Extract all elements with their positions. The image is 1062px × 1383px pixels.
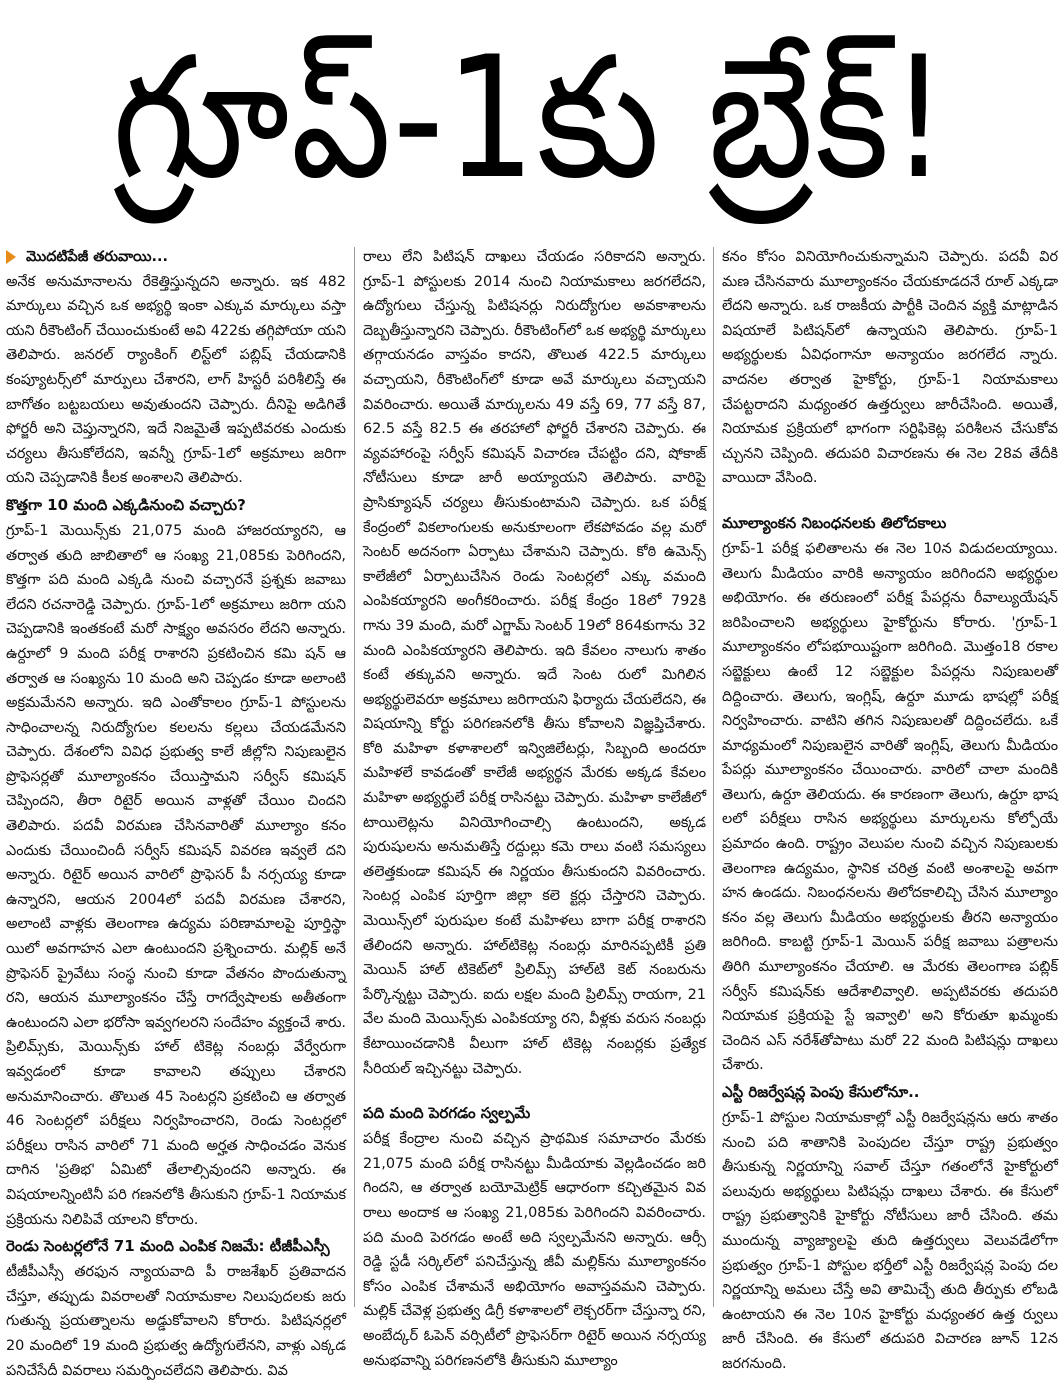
jump-label: మొదటిపేజీ తరువాయి...: [26, 249, 168, 265]
column-divider: [713, 247, 714, 1307]
article-column-2: [363, 245, 706, 1369]
paragraph: పరీక్ష కేంద్రాల నుంచి వచ్చిన ప్రాథమిక సమాచారం మేరకు 21,075 మంది పరీక్ష రాసినట్టు మీడియాకు వెల్లడించడం జరి గిందని, ఆ తర్వాత బయోమెట్రిక్ ఆధారంగా కచ్చితమైన వివ రాలు అందాక ఆ సంఖ్య 21,085కు పెరిగిందని వివరించారు. పది మంది పెరగడం అంటే అది స్వల్పమేనని అన్నారు. ఆర్సీ రెడ్డి స్టడీ సర్కిల్‌లో పనిచేస్తున్న జీవీ మల్లిక్‌ను మూల్యాంకనం కోసం ఎంపిక చేశామనే అభియోగం అవాస్తవమని చెప్పారు. మల్లిక్ చేవెళ్ల ప్రభుత్వ డిగ్రీ కళాశాలలో లెక్చరర్‌గా చేస్తున్నా రని, అంబేద్కర్ ఓపెన్ వర్సిటీలో ప్రొఫెసర్‌గా రిటైర్ అయిన నర్సయ్య అనుభవాన్ని పరిగణనలోకి తీసుకుని మూల్యాం: [363, 1131, 706, 1369]
subheading: రెండు సెంటర్లలోనే 71 మంది ఎంపిక నిజమే: టీజీపీఎస్సీ: [6, 1237, 330, 1256]
paragraph: గ్రూప్-1 పోస్టుల నియామకాల్లో ఎస్టీ రిజర్వేషన్లను ఆరు శాతం నుంచి పది శాతానికి పెంపుదల చేస్తూ రాష్ట్ర ప్రభుత్వం తీసుకున్న నిర్ణయాన్ని సవాల్ చేస్తూ గతంలోనే హైకోర్టులో పలువురు అభ్యర్థులు పిటిషన్లు దాఖలు చేశారు. ఈ కేసులో రాష్ట్ర ప్రభుత్వానికి హైకోర్టు నోటీసులు జారీ చేసింది. తమ ముందున్న వ్యాజ్యాలపై తుది ఉత్తర్వులు వెలువడేలోగా ప్రభుత్వం గ్రూప్-1 పోస్టుల భర్తీలో ఎస్టీ రిజర్వేషన్ల పెంపు దల నిర్ణయాన్ని అమలు చేస్తే అవి తామిచ్చే తుది తీర్పుకు లోబడి ఉంటాయని ఈ నెల 10న హైకోర్టు మధ్యంతర ఉత్త ర్వులు జారీ చేసింది. ఈ కేసులో తదుపరి విచారణ జూన్ 12న జరగనుంది.: [722, 1110, 1058, 1372]
column-divider: [354, 247, 355, 1307]
subheading: మూల్యాంకన నిబంధనలకు తిలోదకాలు: [722, 513, 947, 532]
subheading: పది మంది పెరగడం స్వల్పమే: [363, 1104, 531, 1123]
paragraph: రాలు లేని పిటిషన్ దాఖలు చేయడం సరికాదని అన్నారు. గ్రూప్-1 పోస్టులకు 2014 నుంచి నియామకాలు జరగలేదని, ఉద్యోగులు చేస్తున్న పిటిషనర్లు నిరుద్యోగుల అవకాశాలను దెబ్బతీస్తున్నారని చెప్పారు. రీకౌంటింగ్‌లో ఒక అభ్యర్థి మార్కులు తగ్గాయనడం వాస్తవం కాదని, తొలుత 422.5 మార్కులు వచ్చాయని, రీకౌంటింగ్‌లో కూడా అవే మార్కులు వచ్చాయని వివరించారు. అయితే మార్కులను 49 వస్తే 69, 77 వస్తే 87, 62.5 వస్తే 82.5 ఈ తరహాలో ఫోర్జరీ చేశారని చెప్పారు. ఈ వ్యవహారంపై సర్వీస్ కమిషన్ విచారణ చేపట్టిం దని, షోకాజ్ నోటీసులు కూడా జారీ అయ్యాయని తెలిపారు. వారిపై ప్రాసిక్యూషన్ చర్యలు తీసుకుంటామని చెప్పారు. ఒక పరీక్ష కేంద్రంలో వికలాంగులకు అనుకూలంగా లేకపోవడం వల్ల మరో సెంటర్ అదనంగా ఏర్పాటు చేశామని చెప్పారు. కోఠి ఉమెన్స్ కాలేజీలో ఏర్పాటుచేసిన రెండు సెంటర్లలో ఎక్కు వమంది ఎంపికయ్యారని అంగీకరించారు. పరీక్ష కేంద్రం 18లో 792కి గాను 39 మంది, మరో ఎగ్జామ్ సెంటర్ 19లో 864కుగాను 32 మంది ఎంపికయ్యారని తెలిపారు. ఇది కేవలం నాలుగు శాతం కంటే తక్కువని అన్నారు. ఇదే సెంట రులో మిగిలిన అభ్యర్థులెవరూ అక్రమాలు జరిగాయని ఫిర్యాదు చేయలేదని, ఈ విషయాన్ని కోర్టు పరిగణనలోకి తీసు కోవాలని విజ్ఞప్తిచేశారు. కోఠి మహిళా కళాశాలలో ఇన్విజిలేటర్లు, సిబ్బంది అందరూ మహిళలే కావడంతో కాలేజీ అభ్యర్థన మేరకు అక్కడ కేవలం మహిళా అభ్యర్థులే పరీక్ష రాసినట్టు చెప్పారు. మహిళా కాలేజీలో టాయిలెట్లను వినియోగించాల్సి ఉంటుందని, అక్కడ పురుషులను అనుమతిస్తే రద్దుల్లు కమె రాలు వంటి సమస్యలు తలెత్తకుండా కమిషన్ ఈ నిర్ణయం తీసుకుందని వివరించారు. సెంటర్ల ఎంపిక పూర్తిగా జిల్లా కలె క్టర్లు చేస్తారని చెప్పారు. మెయిన్స్‌లో పురుషుల కంటే మహిళలు బాగా పరీక్ష రాశారని తేలిందని అన్నారు. హాల్‌టికెట్ల నంబర్లు మారినప్పటికీ ప్రతి మెయిన్ హాల్ టికెట్‌లో ప్రిలిమ్స్ హాల్‌టి కెట్ నంబరును పేర్కొన్నట్టు చెప్పారు. ఐదు లక్షల మంది ప్రిలిమ్స్ రాయగా, 21 వేల మంది మెయిన్స్‌కు ఎంపికయ్యా రని, వీళ్లకు వరుస నంబర్లు కేటాయించడానికి వీలుగా హాల్ టికెట్ల నంబర్లకు ప్రత్యేక సీరియల్ ఇచ్చినట్టు చెప్పారు.: [363, 249, 706, 1077]
chevron-right-icon: [6, 250, 16, 264]
subheading: ఎస్టీ రిజర్వేషన్ల పెంపు కేసులోనూ..: [722, 1083, 920, 1101]
jump-line: [6, 245, 346, 270]
article-column-1: [6, 245, 346, 1379]
paragraph: గ్రూప్-1 మెయిన్స్‌కు 21,075 మంది హాజరయ్యారని, ఆ తర్వాత తుది జాబితాలో ఆ సంఖ్య 21,085కు పెరిగిందని, కొత్తగా పది మంది ఎక్కడి నుంచి వచ్చారనే ప్రశ్నకు జవాబు లేదని రచనారెడ్డి చెప్పారు. గ్రూప్-1లో అక్రమాలు జరిగా యని చెప్పడానికి ఇంతకంటే మరో సాక్ష్యం అవసరం లేదని అన్నారు. ఉర్దూలో 9 మంది పరీక్ష రాశారని ప్రకటించిన కమి షన్ ఆ తర్వాత ఆ సంఖ్యను 10 మంది అని చెప్పడం కూడా అలాంటి అక్రమమేనని అన్నారు. ఇది ఎంతోకాలం గ్రూప్-1 పోస్టులను సాధించాలన్న నిరుద్యోగుల కలలను కల్లలు చేయడమేనని చెప్పారు. దేశంలోని వివిధ ప్రభుత్వ కాలే జీల్లోని నిపుణులైన ప్రొఫెసర్లతో మూల్యాంకనం చేయిస్తామని సర్వీస్ కమిషన్ చెప్పిందని, తీరా రిటైర్ అయిన వాళ్లతో చేయిం చిందని తెలిపారు. పదవీ విరమణ చేసినవారితో మూల్యాం కనం ఎందుకు చేయించిందీ సర్వీస్ కమిషన్ వివరణ ఇవ్వలే దని అన్నారు. రిటైర్ అయిన వారిలో ప్రొఫెసర్ పీ నర్సయ్య కూడా ఉన్నారని, ఆయన 2004లో పదవీ విరమణ చేశారని, అలాంటి వాళ్లకు తెలంగాణ ఉద్యమ పరిణామాలపై పూర్తిస్థా యిలో అవగాహన ఎలా ఉంటుందని ప్రశ్నించారు. మల్లిక్ అనే ప్రొఫెసర్ ప్రైవేటు సంస్థ నుంచి కూడా వేతనం పొందుతున్నా రని, ఆయన మూల్యాంకనం చేస్తే రాగద్వేషాలకు అతీతంగా ఉంటుందని ఎలా భరోసా ఇవ్వగలరని సందేహం వ్యక్తంచే శారు. ప్రిలిమ్స్‌కు, మెయిన్స్‌కు హాల్ టికెట్ల నంబర్లు వేర్వేరుగా ఇవ్వడంలో కూడా కావాలని తప్పులు చేశారని అనుమానించారు. తొలుత 45 సెంటర్లని ప్రకటించి ఆ తర్వాత 46 సెంటర్లలో పరీక్షలు నిర్వహించారని, రెండు సెంటర్లలో పరీక్షలు రాసిన వారిలో 71 మంది అర్హత సాధించడం వెనుక దాగిన 'ప్రతిభ' ఏమిటో తేలాల్సివుందని అన్నారు. ఈ విషయాలన్నింటినీ పరి గణనలోకి తీసుకుని గ్రూప్-1 నియామక ప్రక్రియను నిలిపివే యాలని కోరారు.: [6, 522, 346, 1228]
article-column-3: [722, 245, 1058, 1372]
headline-banner: [0, 0, 1062, 236]
subheading: కొత్తగా 10 మంది ఎక్కడినుంచి వచ్చారు?: [6, 495, 246, 514]
paragraph: గ్రూప్-1 పరీక్ష ఫలితాలను ఈ నెల 10న విడుదలయ్యాయి. తెలుగు మీడియం వారికి అన్యాయం జరిగిందని అభ్యర్థుల అభియోగం. ఈ తరుణంలో పరీక్ష పేపర్లను రీవాల్యుయేషన్ జరిపించాలని అభ్యర్థులు హైకోర్టును కోరారు. 'గ్రూప్-1 మూల్యాంకనం లోపభూయిష్టంగా జరిగింది. మొత్తం18 రకాల సబ్జెక్టులు ఉంటే 12 సబ్జెక్టుల పేపర్లను నిపుణులతో దిద్దించారు. తెలుగు, ఇంగ్లిష్, ఉర్దూ మూడు భాషల్లో పరీక్ష నిర్వహించారు. వాటిని తగిన నిపుణులతో దిద్దించలేదు. ఒకే మాధ్యమంలో నిపుణులైన వారితో ఇంగ్లిష్, తెలుగు మీడియం పేపర్లు మూల్యాంకనం చేయించారు. వారిలో చాలా మందికి తెలుగు, ఉర్దూ తెలియదు. ఈ కారణంగా తెలుగు, ఉర్దూ భాష లలో పరీక్షలు రాసిన అభ్యర్థులు మార్కులను కోల్పోయే ప్రమాదం ఉంది. రాష్ట్రం వెలుపల నుంచి వచ్చిన నిపుణులకు తెలంగాణ ఉద్యమం, స్థానిక చరిత్ర వంటి అంశాలపై అవగా హన ఉండదు. నిబంధనలను తిలోదకాలిచ్చి చేసిన మూల్యాం కనం వల్ల తెలుగు మీడియం అభ్యర్థులకు తీరని అన్యాయం జరిగింది. కాబట్టి గ్రూప్-1 మెయిన్ పరీక్ష జవాబు పత్రాలను తిరిగి మూల్యాంకనం చేయాలి. ఆ మేరకు తెలంగాణ పబ్లిక్ సర్వీస్ కమిషన్‌కు ఆదేశాలివ్వాలి. అప్పటివరకు తదుపరి నియామక ప్రక్రియపై స్టే ఇవ్వాలి' అని కోరుతూ ఖమ్మంకు చెందిన ఎస్ నరేశ్‌తోపాటు మరో 22 మంది పిటిషన్లు దాఖలు చేశారు.: [722, 540, 1058, 1074]
paragraph: అనేక అనుమానాలను రేకెత్తిస్తున్నదని అన్నారు. ఇక 482 మార్కులు వచ్చిన ఒక అభ్యర్థి ఇంకా ఎక్కువ మార్కులు వస్తా యని రీకౌంటింగ్ చేయించుకుంటే అవి 422కు తగ్గిపోయా యని తెలిపారు. జనరల్ ర్యాంకింగ్ లిస్ట్‌లో పబ్లిష్ చేయడానికి కంప్యూటర్స్‌లో మార్పులు చేశారని, లాగ్ హిస్టరీ పరిశీలిస్తే ఈ బాగోతం బట్టబయలు అవుతుందని చెప్పారు. దీనిపై అడిగితే ఫోర్జరీ అని చెప్తున్నారని, ఇదే నిజమైతే ఇప్పటివరకు ఎందుకు చర్యలు తీసుకోలేదని, ఇవన్నీ గ్రూప్-1లో అక్రమాలు జరిగా యని చెప్పడానికి కీలక అంశాలని తెలిపారు.: [6, 273, 346, 487]
headline: గ్రూప్-1కు బ్రేక్!: [112, 20, 950, 216]
paragraph: కనం కోసం వినియోగించుకున్నామని చెప్పారు. పదవీ విర మణ చేసినవారు మూల్యాంకనం చేయకూడదనే రూల్ ఎక్కడా లేదని అన్నారు. ఒక రాజకీయ పార్టీకి చెందిన వ్యక్తి మాట్లాడిన విషయాలే పిటిషన్‌లో ఉన్నాయని తెలిపారు. గ్రూప్-1 అభ్యర్థులకు ఏవిధంగానూ అన్యాయం జరగలేద న్నారు. వాదనల తర్వాత హైకోర్టు, గ్రూప్-1 నియామకాలు చేపట్టరాదని మధ్యంతర ఉత్తర్వులు జారీచేసింది. అయితే, నియామక ప్రక్రియలో భాగంగా సర్టిఫికెట్ల పరిశీలన చేసుకోవ చ్చునని చెప్పింది. తదుపరి విచారణను ఈ నెల 28వ తేదీకి వాయిదా వేసింది.: [722, 249, 1058, 487]
paragraph: టీజీపీఎస్సీ తరఫున న్యాయవాది పీ రాజశేఖర్ ప్రతివాదన చేస్తూ, తప్పుడు వివరాలతో నియామకాల నిలుపుదలకు జరు గుతున్న ప్రయత్నాలను అడ్డుకోవాలని కోరారు. పిటిషనర్లలో 20 మందిలో 19 మంది ప్రభుత్వ ఉద్యోగులేనని, వాళ్లు ఎక్కడ పనిచేసేదీ వివరాలు సమర్పించలేదని తెలిపారు. వివ: [6, 1264, 346, 1379]
